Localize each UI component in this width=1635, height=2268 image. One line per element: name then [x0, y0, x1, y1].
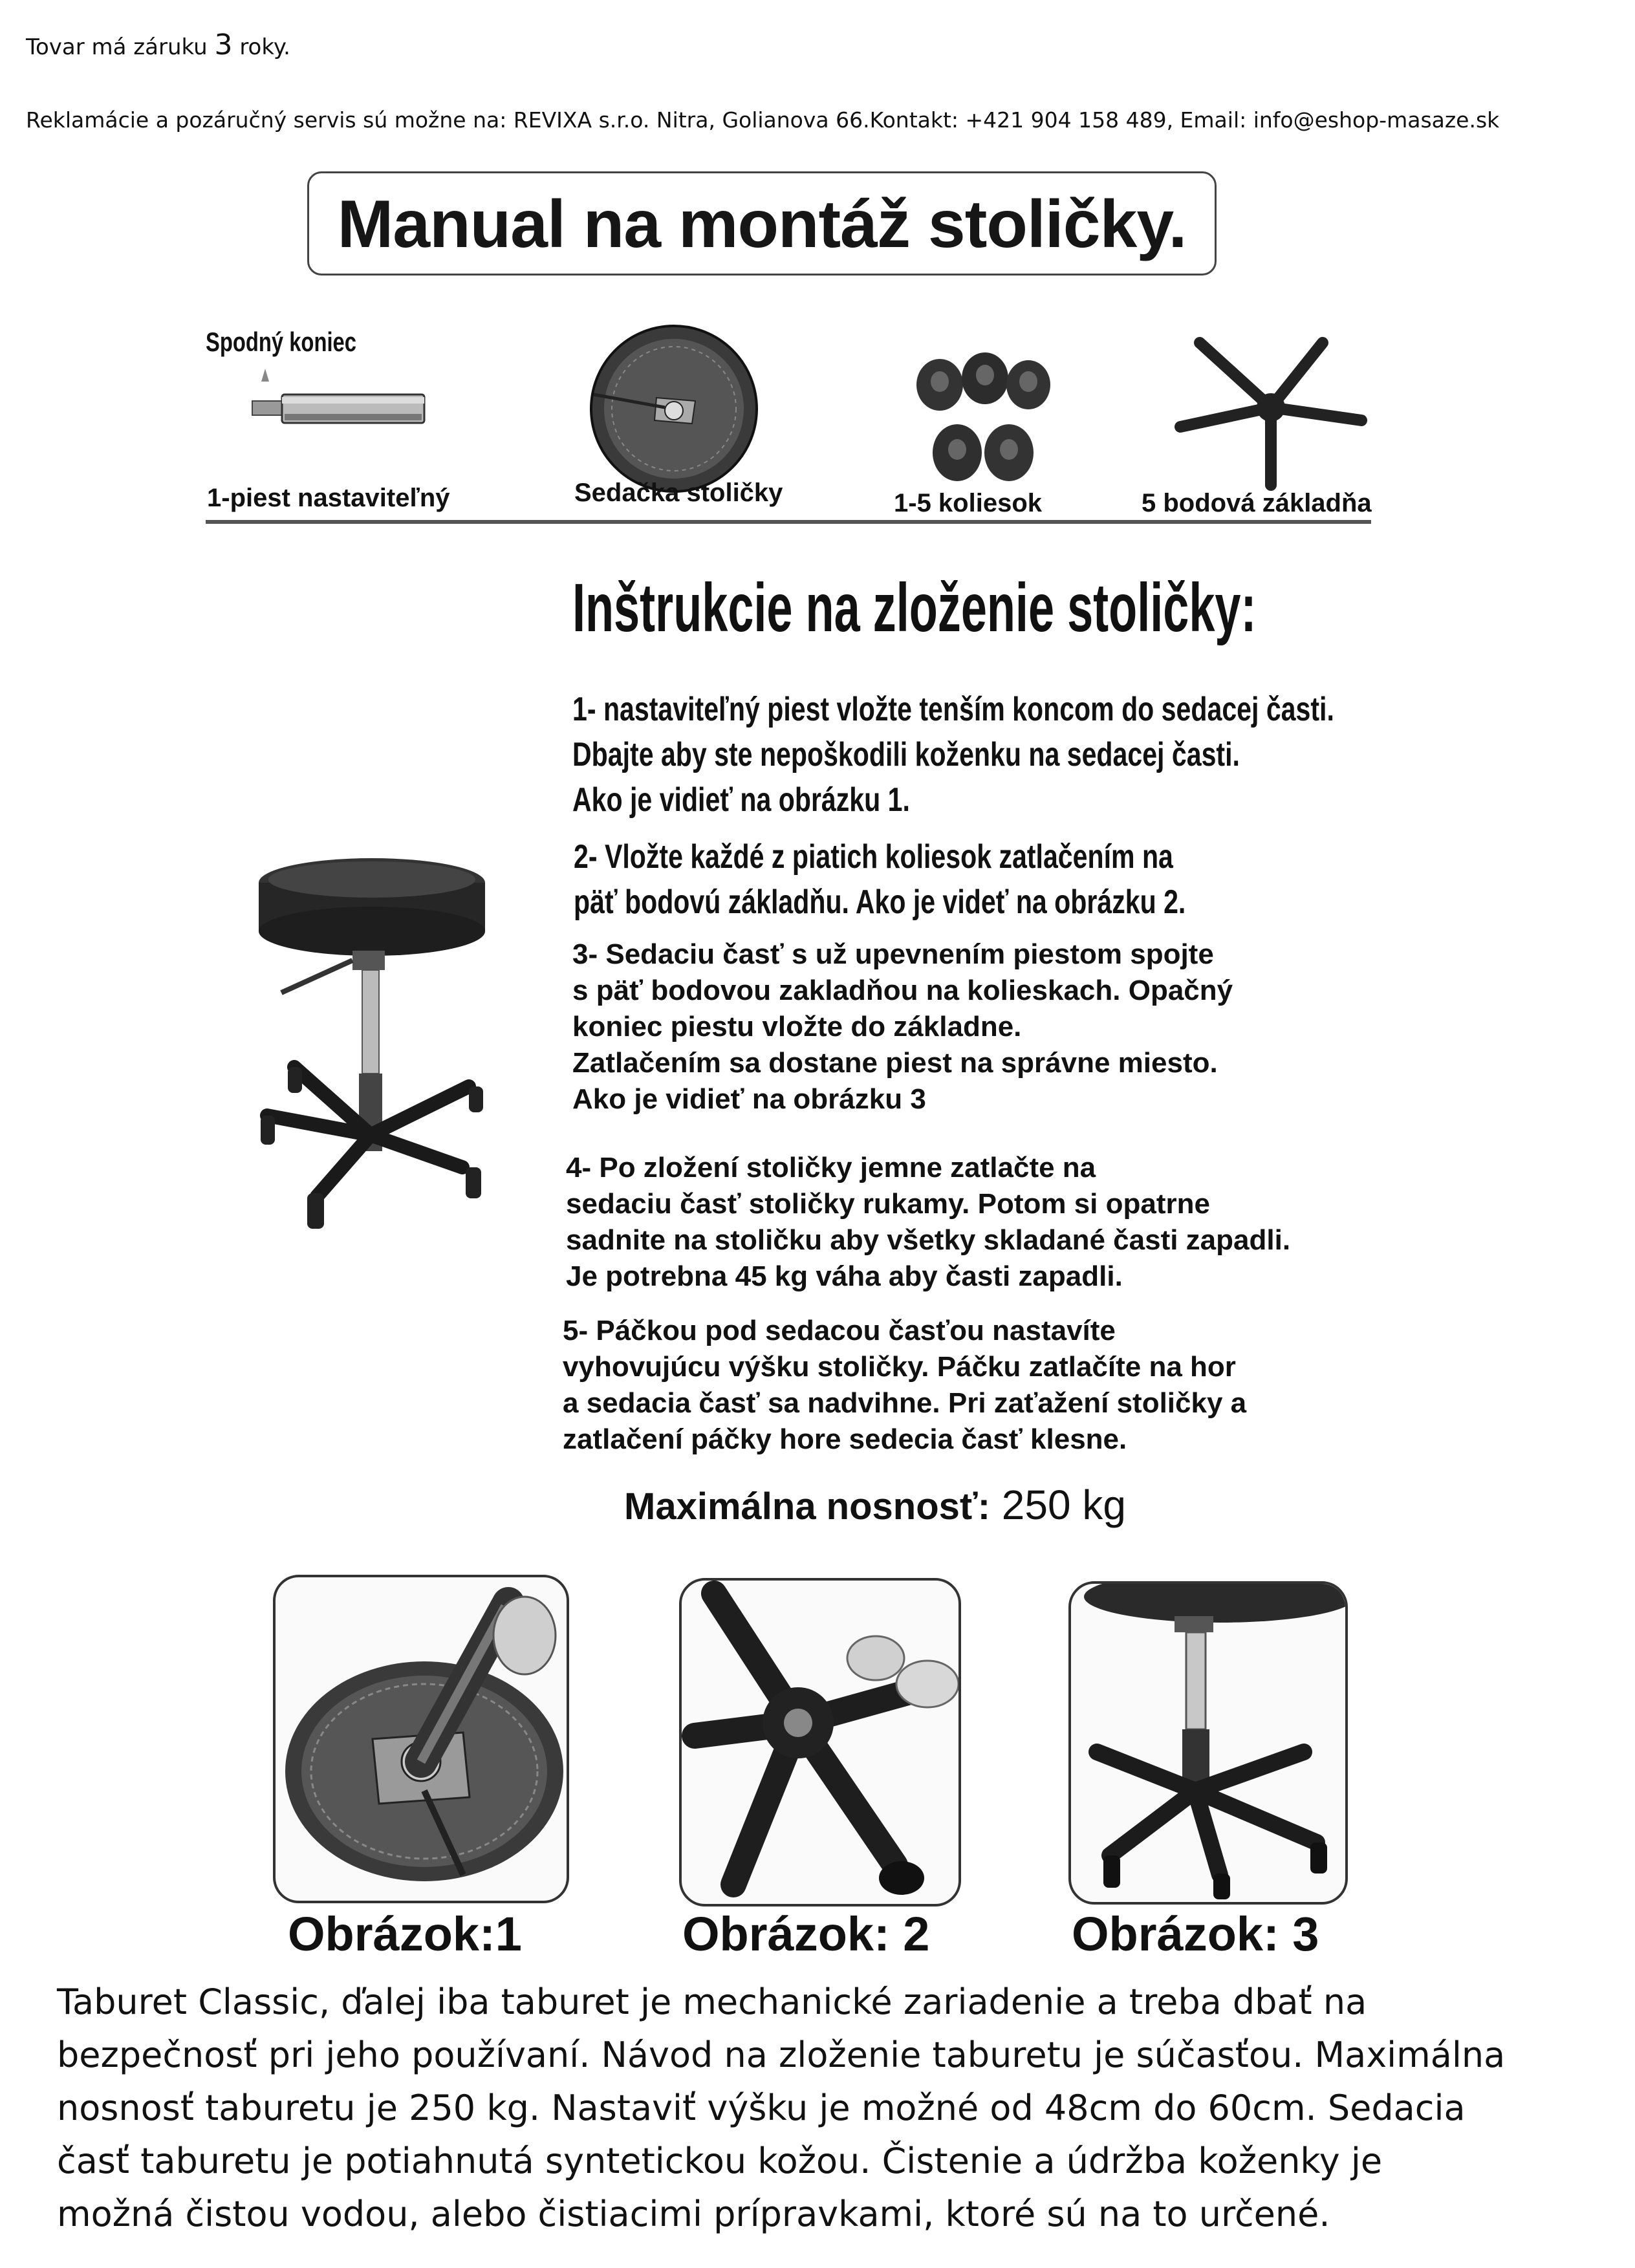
step-4 — [566, 1150, 1290, 1295]
description-line: bezpečnosť pri jeho používaní. Návod na zloženie taburetu je súčasťou. Maximálna — [57, 2035, 1506, 2075]
max-capacity-label: Maximálna nosnosť: — [624, 1485, 991, 1528]
warranty-line — [26, 28, 290, 61]
step-3 — [572, 936, 1233, 1118]
picture-1-illustration — [276, 1577, 567, 1901]
step-3-line: 3- Sedaciu časť s už upevnením piestom spojte — [572, 938, 1214, 970]
step-2-line: 2- Vložte každé z piatich koliesok zatlačením na — [574, 838, 1173, 876]
divider — [206, 520, 1371, 524]
warranty-post: roky. — [232, 34, 290, 60]
picture-2-label: Obrázok: 2 — [682, 1907, 930, 1961]
max-capacity-value: 250 kg — [990, 1482, 1126, 1528]
step-5-line: vyhovujúcu výšku stoličky. Páčku zatlačíte na hor — [563, 1351, 1236, 1383]
picture-3-illustration — [1071, 1584, 1345, 1902]
step-5-line: zatlačení páčky hore sedecia časť klesne. — [563, 1423, 1127, 1455]
description-line: Taburet Classic, ďalej iba taburet je mechanické zariadenie a treba dbať na — [57, 1982, 1367, 2022]
part-label-casters: 1-5 koliesok — [894, 489, 1043, 517]
picture-2 — [679, 1578, 961, 1906]
warranty-pre: Tovar má záruku — [26, 34, 215, 60]
step-2 — [574, 834, 1186, 925]
picture-1-label: Obrázok:1 — [288, 1907, 522, 1961]
warranty-years: 3 — [214, 28, 233, 61]
step-4-line: 4- Po zložení stoličky jemne zatlačte na — [566, 1152, 1096, 1183]
title-box — [307, 171, 1217, 275]
piston-illustration — [246, 369, 433, 433]
step-4-line: sedaciu časť stoličky rukamy. Potom si opatrne — [566, 1188, 1210, 1220]
step-1-line: Dbajte aby ste nepoškodili koženku na sedacej časti. — [572, 736, 1240, 773]
bottom-end-label: Spodný koniec — [206, 327, 357, 357]
seat-illustration — [582, 317, 763, 498]
part-label-seat: Sedačka stoličky — [574, 479, 783, 507]
part-label-piston: 1-piest nastaviteľný — [207, 484, 450, 512]
step-4-line: sadnite na stoličku aby všetky skladané časti zapadli. — [566, 1224, 1291, 1256]
description-line: nosnosť taburetu je 250 kg. Nastaviť výšku je možné od 48cm do 60cm. Sedacia — [57, 2088, 1466, 2128]
service-contact-line: Reklamácie a pozáručný servis sú možne na: REVIXA s.r.o. Nitra, Golianova 66.Kontakt: +421 904 158 489, Email: info@eshop-masaze.sk — [26, 107, 1500, 133]
base-illustration — [1174, 336, 1368, 491]
step-3-line: koniec piestu vložte do základne. — [572, 1011, 1022, 1042]
picture-1 — [273, 1575, 569, 1903]
step-5-line: 5- Páčkou pod sedacou časťou nastavíte — [563, 1315, 1116, 1346]
step-3-line: s päť bodovou zakladňou na kolieskach. Opačný — [572, 975, 1233, 1006]
step-5 — [563, 1313, 1246, 1458]
instructions-title: Inštrukcie na zloženie stoličky: — [572, 570, 1257, 646]
part-label-base: 5 bodová základňa — [1142, 489, 1372, 517]
step-1-line: Ako je vidieť na obrázku 1. — [572, 781, 910, 819]
step-3-line: Zatlačením sa dostane piest na správne miesto. — [572, 1047, 1218, 1079]
max-capacity — [624, 1481, 1126, 1529]
stool-illustration — [255, 831, 501, 1258]
step-1 — [572, 687, 1334, 823]
step-1-line: 1- nastaviteľný piest vložte tenším koncom do sedacej časti. — [572, 691, 1334, 728]
picture-2-illustration — [682, 1581, 958, 1904]
step-5-line: a sedacia časť sa nadvihne. Pri zaťažení stoličky a — [563, 1387, 1247, 1419]
product-description — [57, 1976, 1622, 2241]
picture-3 — [1068, 1581, 1348, 1905]
description-line: možná čistou vodou, alebo čistiacimi prípravkami, ktoré sú na to určené. — [57, 2194, 1330, 2234]
step-3-line: Ako je vidieť na obrázku 3 — [572, 1083, 926, 1115]
casters-illustration — [909, 349, 1057, 491]
step-2-line: päť bodovú základňu. Ako je videť na obrázku 2. — [574, 883, 1186, 921]
description-line: časť taburetu je potiahnutá syntetickou kožou. Čistenie a údržba koženky je — [57, 2141, 1383, 2181]
step-4-line: Je potrebna 45 kg váha aby časti zapadli. — [566, 1260, 1123, 1292]
page-title: Manual na montáž stoličky. — [337, 187, 1187, 262]
picture-3-label: Obrázok: 3 — [1072, 1907, 1319, 1961]
